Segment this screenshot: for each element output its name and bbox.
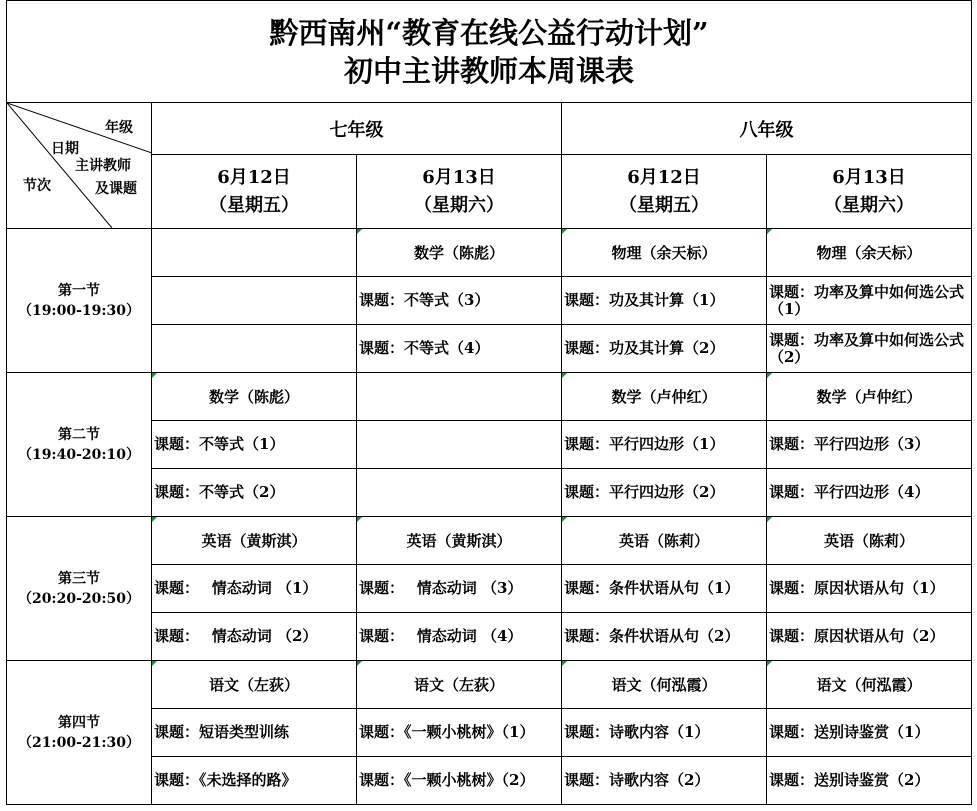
grade-header-8[interactable]: 八年级 <box>562 103 972 155</box>
subject-cell[interactable] <box>562 661 767 709</box>
corner-header[interactable] <box>7 103 152 229</box>
subject-text: 语文（左荻） <box>413 676 504 694</box>
cell-comment-marker <box>357 229 362 234</box>
cell-comment-marker <box>767 229 772 234</box>
subject-text: 语文（左荻） <box>208 676 299 694</box>
date-label: 6月13日 <box>422 166 496 188</box>
topic-cell[interactable] <box>357 565 562 613</box>
subject-cell[interactable] <box>357 661 562 709</box>
topic-text: 课题：送别诗鉴赏（2） <box>769 771 930 789</box>
topic-cell[interactable] <box>767 421 972 469</box>
period-name: 第一节 <box>58 282 100 299</box>
corner-period-label: 节次 <box>23 178 51 194</box>
table-row <box>7 373 972 421</box>
table-row <box>7 229 972 277</box>
topic-text: 课题：不等式（1） <box>154 435 285 453</box>
period-cell-3[interactable] <box>7 517 152 661</box>
table-row <box>7 469 972 517</box>
table-row <box>7 757 972 805</box>
topic-text: 课题： 情态动词 （3） <box>359 579 523 597</box>
table-row <box>7 565 972 613</box>
weekday-label: （星期五） <box>209 194 299 216</box>
weekday-label: （星期六） <box>414 194 504 216</box>
topic-text: 课题：《一颗小桃树》（2） <box>359 771 535 789</box>
table-row <box>7 613 972 661</box>
date-label: 6月12日 <box>627 166 701 188</box>
cell-comment-marker <box>152 517 157 522</box>
table-row <box>7 277 972 325</box>
period-name: 第二节 <box>58 426 100 443</box>
period-cell-1[interactable] <box>7 229 152 373</box>
topic-cell[interactable] <box>357 277 562 325</box>
cell-comment-marker <box>562 517 567 522</box>
topic-cell[interactable] <box>767 757 972 805</box>
empty-cell[interactable] <box>357 469 562 517</box>
topic-text: 课题： 情态动词 （1） <box>154 579 318 597</box>
subject-cell[interactable] <box>767 661 972 709</box>
corner-grade-label: 年级 <box>105 120 133 136</box>
title-line-2: 初中主讲教师本周课表 <box>344 53 635 88</box>
cell-comment-marker <box>562 373 567 378</box>
topic-cell[interactable] <box>767 325 972 373</box>
weekday-label: （星期六） <box>824 194 915 216</box>
subject-text: 物理（余天标） <box>816 244 922 262</box>
subject-cell[interactable] <box>767 517 972 565</box>
subject-cell[interactable] <box>152 373 357 421</box>
topic-text: 课题：不等式（3） <box>359 291 490 309</box>
topic-cell[interactable] <box>562 613 767 661</box>
corner-topic-label: 及课题 <box>95 181 137 197</box>
empty-cell[interactable] <box>152 229 357 277</box>
topic-text: 课题：功及其计算（2） <box>564 339 725 357</box>
topic-text: 课题：功率及算中如何选公式（1） <box>769 282 965 318</box>
table-row <box>7 421 972 469</box>
topic-cell[interactable] <box>562 421 767 469</box>
topic-text: 课题：条件状语从句（2） <box>564 627 740 645</box>
topic-text: 课题：诗歌内容（2） <box>564 771 710 789</box>
date-label: 6月13日 <box>832 166 906 188</box>
topic-cell[interactable] <box>562 469 767 517</box>
period-time: （19:40-20:10） <box>17 446 141 463</box>
topic-cell[interactable] <box>357 709 562 757</box>
subject-cell[interactable] <box>767 373 972 421</box>
corner-teacher-label: 主讲教师 <box>75 158 131 174</box>
subject-cell[interactable] <box>357 517 562 565</box>
topic-cell[interactable] <box>767 613 972 661</box>
cell-comment-marker <box>767 373 772 378</box>
topic-text: 课题：《未选择的路》 <box>154 771 297 789</box>
subject-text: 数学（卢仲红） <box>611 388 717 406</box>
date-header-1[interactable] <box>152 155 357 229</box>
topic-text: 课题：原因状语从句（1） <box>769 579 945 597</box>
schedule-sheet <box>6 0 971 808</box>
date-header-4[interactable] <box>767 155 972 229</box>
corner-date-label: 日期 <box>51 141 79 157</box>
topic-text: 课题：不等式（4） <box>359 339 490 357</box>
topic-text: 课题：短语类型训练 <box>154 723 290 741</box>
title-cell[interactable] <box>7 1 972 103</box>
topic-cell[interactable] <box>152 709 357 757</box>
empty-cell[interactable] <box>152 325 357 373</box>
topic-cell[interactable] <box>357 325 562 373</box>
topic-cell[interactable] <box>152 421 357 469</box>
cell-comment-marker <box>152 661 157 666</box>
weekday-label: （星期五） <box>619 194 709 216</box>
cell-comment-marker <box>357 517 362 522</box>
subject-cell[interactable] <box>562 229 767 277</box>
topic-cell[interactable] <box>562 709 767 757</box>
period-cell-2[interactable] <box>7 373 152 517</box>
date-header-2[interactable] <box>357 155 562 229</box>
topic-text: 课题： 情态动词 （4） <box>359 627 523 645</box>
subject-cell[interactable] <box>152 517 357 565</box>
topic-cell[interactable] <box>562 565 767 613</box>
subject-text: 语文（何泓霞） <box>611 676 717 694</box>
topic-cell[interactable] <box>152 565 357 613</box>
topic-cell[interactable] <box>152 757 357 805</box>
topic-text: 课题：平行四边形（4） <box>769 483 930 501</box>
subject-text: 数学（卢仲红） <box>816 388 922 406</box>
topic-text: 课题：功率及算中如何选公式（2） <box>769 330 965 366</box>
grade-header-7[interactable]: 七年级 <box>152 103 562 155</box>
subject-cell[interactable] <box>767 229 972 277</box>
topic-cell[interactable] <box>562 325 767 373</box>
title-line-1: 黔西南州“教育在线公益行动计划” <box>269 15 709 50</box>
subject-cell[interactable] <box>152 661 357 709</box>
subject-text: 英语（黄斯淇） <box>406 532 512 550</box>
topic-text: 课题：原因状语从句（2） <box>769 627 945 645</box>
topic-text: 课题：功及其计算（1） <box>564 291 725 309</box>
topic-text: 课题：不等式（2） <box>154 483 285 501</box>
subject-cell[interactable] <box>562 517 767 565</box>
subject-text: 物理（余天标） <box>611 244 717 262</box>
table-row <box>7 661 972 709</box>
subject-cell[interactable] <box>357 229 562 277</box>
topic-text: 课题：诗歌内容（1） <box>564 723 710 741</box>
cell-comment-marker <box>562 661 567 666</box>
topic-cell[interactable] <box>562 757 767 805</box>
subject-cell[interactable] <box>562 373 767 421</box>
topic-cell[interactable] <box>152 613 357 661</box>
date-label: 6月12日 <box>217 166 291 188</box>
subject-text: 语文（何泓霞） <box>816 676 922 694</box>
period-name: 第三节 <box>58 570 100 587</box>
topic-cell[interactable] <box>767 709 972 757</box>
topic-text: 课题：条件状语从句（1） <box>564 579 740 597</box>
period-name: 第四节 <box>58 714 100 731</box>
schedule-table <box>6 0 972 805</box>
table-row <box>7 325 972 373</box>
topic-cell[interactable] <box>767 565 972 613</box>
empty-cell[interactable] <box>357 421 562 469</box>
topic-text: 课题：《一颗小桃树》（1） <box>359 723 535 741</box>
period-time: （19:00-19:30） <box>17 302 141 319</box>
topic-cell[interactable] <box>152 469 357 517</box>
period-time: （20:20-20:50） <box>17 590 141 607</box>
topic-text: 课题：平行四边形（3） <box>769 435 930 453</box>
topic-text: 课题：平行四边形（2） <box>564 483 725 501</box>
topic-cell[interactable] <box>357 757 562 805</box>
topic-text: 课题：送别诗鉴赏（1） <box>769 723 930 741</box>
subject-text: 英语（黄斯淇） <box>201 532 307 550</box>
topic-cell[interactable] <box>357 613 562 661</box>
topic-cell[interactable] <box>767 469 972 517</box>
subject-text: 数学（陈彪） <box>413 244 504 262</box>
topic-text: 课题： 情态动词 （2） <box>154 627 318 645</box>
subject-text: 英语（陈莉） <box>618 532 709 550</box>
cell-comment-marker <box>357 661 362 666</box>
period-cell-4[interactable] <box>7 661 152 805</box>
empty-cell[interactable] <box>357 373 562 421</box>
topic-cell[interactable] <box>562 277 767 325</box>
cell-comment-marker <box>562 229 567 234</box>
subject-text: 英语（陈莉） <box>824 532 915 550</box>
period-time: （21:00-21:30） <box>17 734 141 751</box>
cell-comment-marker <box>767 517 772 522</box>
topic-cell[interactable] <box>767 277 972 325</box>
topic-text: 课题：平行四边形（1） <box>564 435 725 453</box>
cell-comment-marker <box>152 373 157 378</box>
table-row <box>7 517 972 565</box>
table-row <box>7 709 972 757</box>
empty-cell[interactable] <box>152 277 357 325</box>
date-header-3[interactable] <box>562 155 767 229</box>
cell-comment-marker <box>767 661 772 666</box>
subject-text: 数学（陈彪） <box>208 388 299 406</box>
